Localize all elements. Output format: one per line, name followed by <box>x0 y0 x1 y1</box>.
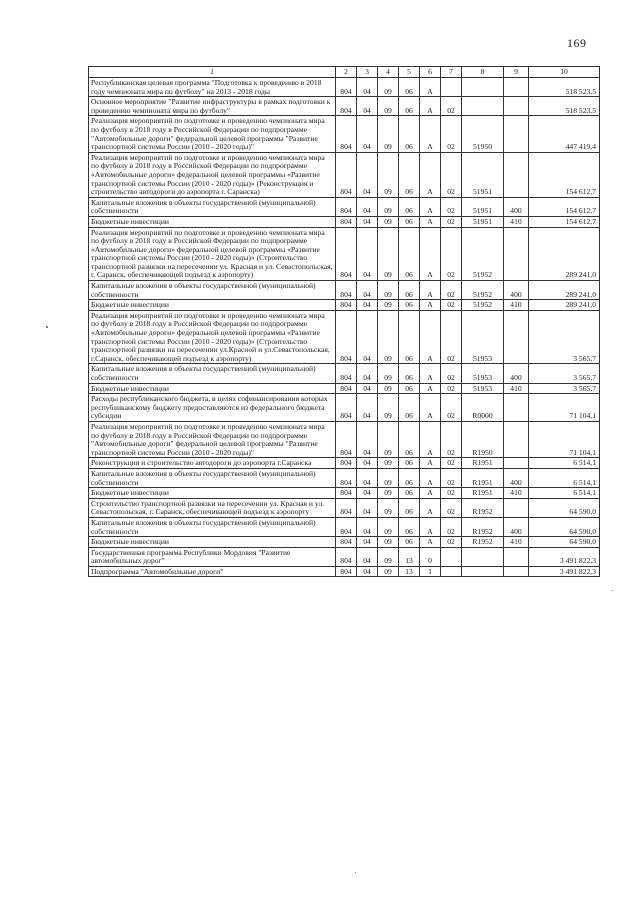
code-cell: R1951 <box>462 468 504 487</box>
code-cell: 804 <box>336 216 357 227</box>
code-cell: 06 <box>399 537 420 548</box>
column-header: 10 <box>529 67 600 78</box>
code-cell: 400 <box>504 517 529 536</box>
code-cell: 02 <box>441 383 462 394</box>
code-cell <box>504 116 529 152</box>
table-row <box>89 78 600 97</box>
code-cell: А <box>420 300 441 311</box>
code-cell: 06 <box>399 468 420 487</box>
code-cell: А <box>420 227 441 281</box>
code-cell: 02 <box>441 364 462 383</box>
code-cell: 04 <box>357 281 378 300</box>
code-cell: R0000 <box>462 394 504 422</box>
code-cell <box>504 566 529 577</box>
code-cell: 06 <box>399 97 420 116</box>
amount-cell: 518 523,5 <box>529 78 600 97</box>
code-cell: 09 <box>378 197 399 216</box>
code-cell: 02 <box>441 517 462 536</box>
code-cell: 400 <box>504 468 529 487</box>
code-cell: 02 <box>441 300 462 311</box>
code-cell: 51951 <box>462 216 504 227</box>
amount-cell: 3 491 822,3 <box>529 547 600 566</box>
code-cell: 804 <box>336 97 357 116</box>
row-name-cell: Бюджетные инвестиции <box>89 537 336 548</box>
table-row <box>89 547 600 566</box>
table-row <box>89 197 600 216</box>
code-cell: 1 <box>420 566 441 577</box>
code-cell: 51952 <box>462 281 504 300</box>
amount-cell: 71 104,1 <box>529 421 600 457</box>
row-name-cell: Строительство транспортной развязки на пересечении ул. Красная и ул. Севастопольская, г. Саранск, обеспечивающей подъезд к аэропорту <box>89 498 336 517</box>
code-cell: 02 <box>441 498 462 517</box>
code-cell <box>441 78 462 97</box>
code-cell: 09 <box>378 566 399 577</box>
code-cell: 09 <box>378 421 399 457</box>
row-name-cell: Капитальные вложения в объекты государственной (муниципальной) собственности <box>89 468 336 487</box>
code-cell: 13 <box>399 566 420 577</box>
amount-cell: 64 590,0 <box>529 537 600 548</box>
code-cell: 09 <box>378 517 399 536</box>
amount-cell: 154 612,7 <box>529 152 600 197</box>
row-name-cell: Реализация мероприятий по подготовке и проведению чемпионата мира по футболу в 2018 году в Российской Федерации по подпрограмме "Автомобильные дороги" федеральной целевой программы "Развитие транспортной системы России (2010 - 2020 годы)" <box>89 421 336 457</box>
code-cell <box>462 78 504 97</box>
column-header: 9 <box>504 67 529 78</box>
table-body <box>89 78 600 577</box>
code-cell: 51952 <box>462 300 504 311</box>
code-cell: А <box>420 458 441 469</box>
code-cell: 400 <box>504 281 529 300</box>
code-cell: 804 <box>336 197 357 216</box>
code-cell: А <box>420 364 441 383</box>
code-cell: 410 <box>504 300 529 311</box>
table-row <box>89 468 600 487</box>
table-row <box>89 227 600 281</box>
row-name-cell: Капитальные вложения в объекты государственной (муниципальной) собственности <box>89 197 336 216</box>
amount-cell: 289 241,0 <box>529 300 600 311</box>
code-cell: 09 <box>378 78 399 97</box>
code-cell: 04 <box>357 383 378 394</box>
code-cell: 51951 <box>462 152 504 197</box>
table-row <box>89 458 600 469</box>
table-row <box>89 566 600 577</box>
code-cell <box>462 97 504 116</box>
row-name-cell: Основное мероприятие "Развитие инфраструктуры в рамках подготовки к проведению чемпионата мира по футболу" <box>89 97 336 116</box>
table-row <box>89 216 600 227</box>
amount-cell: 447 419,4 <box>529 116 600 152</box>
code-cell: R1952 <box>462 498 504 517</box>
code-cell: 04 <box>357 116 378 152</box>
code-cell: 09 <box>378 498 399 517</box>
amount-cell: 6 514,1 <box>529 458 600 469</box>
table-row <box>89 116 600 152</box>
row-name-cell: Бюджетные инвестиции <box>89 216 336 227</box>
amount-cell: 154 612,7 <box>529 216 600 227</box>
row-name-cell: Республиканская целевая программа "Подготовка к проведению в 2018 году чемпионата мира по футболу" на 2013 - 2018 годы <box>89 78 336 97</box>
code-cell: 06 <box>399 216 420 227</box>
code-cell: А <box>420 97 441 116</box>
code-cell: 02 <box>441 197 462 216</box>
code-cell: 06 <box>399 458 420 469</box>
code-cell: 06 <box>399 394 420 422</box>
code-cell: 09 <box>378 468 399 487</box>
column-header: 3 <box>357 67 378 78</box>
code-cell <box>504 547 529 566</box>
row-name-cell: Реализация мероприятий по подготовке и проведению чемпионата мира по футболу в 2018 году в Российской Федерации по подпрограмме "Автомобильные дороги" федеральной целевой программы "Развитие транспортной системы России (2010 - 2020 годы)" <box>89 116 336 152</box>
code-cell: 09 <box>378 364 399 383</box>
code-cell: 804 <box>336 227 357 281</box>
code-cell: R1952 <box>462 537 504 548</box>
code-cell: А <box>420 468 441 487</box>
code-cell: 04 <box>357 97 378 116</box>
code-cell: 804 <box>336 364 357 383</box>
code-cell: А <box>420 78 441 97</box>
code-cell <box>462 547 504 566</box>
amount-cell: 64 590,0 <box>529 517 600 536</box>
code-cell <box>504 310 529 364</box>
row-name-cell: Реализация мероприятий по подготовке и проведению чемпионата мира по футболу в 2018 году в Российской Федерации по подпрограмме «Автомобильные дороги» федеральной целевой программы «Развитие транспортной системы России (2010 - 2020 годы)» (Реконструкция и строительство автодороги до аэропорта г. Саранска) <box>89 152 336 197</box>
code-cell: 04 <box>357 364 378 383</box>
code-cell: А <box>420 216 441 227</box>
scan-speck <box>355 872 356 873</box>
code-cell: 02 <box>441 488 462 499</box>
code-cell: 04 <box>357 78 378 97</box>
code-cell: 04 <box>357 517 378 536</box>
code-cell: 06 <box>399 310 420 364</box>
code-cell: 02 <box>441 227 462 281</box>
table-row <box>89 97 600 116</box>
code-cell: 804 <box>336 421 357 457</box>
page-number: 169 <box>567 36 587 50</box>
amount-cell: 6 514,1 <box>529 468 600 487</box>
code-cell <box>441 566 462 577</box>
code-cell: 804 <box>336 458 357 469</box>
code-cell: 04 <box>357 547 378 566</box>
amount-cell: 64 590,0 <box>529 498 600 517</box>
table-row <box>89 488 600 499</box>
code-cell: 09 <box>378 216 399 227</box>
code-cell: 804 <box>336 537 357 548</box>
code-cell: 06 <box>399 383 420 394</box>
table-row <box>89 383 600 394</box>
row-name-cell: Бюджетные инвестиции <box>89 300 336 311</box>
code-cell: 09 <box>378 310 399 364</box>
table-row <box>89 281 600 300</box>
code-cell: 410 <box>504 488 529 499</box>
code-cell: 06 <box>399 364 420 383</box>
amount-cell: 289 241,0 <box>529 227 600 281</box>
code-cell: 09 <box>378 300 399 311</box>
table-row <box>89 300 600 311</box>
code-cell: 04 <box>357 537 378 548</box>
code-cell: А <box>420 537 441 548</box>
table-row <box>89 421 600 457</box>
code-cell: 804 <box>336 468 357 487</box>
code-cell: А <box>420 383 441 394</box>
amount-cell: 154 612,7 <box>529 197 600 216</box>
code-cell: 02 <box>441 394 462 422</box>
code-cell: 804 <box>336 566 357 577</box>
code-cell: 804 <box>336 383 357 394</box>
code-cell: 804 <box>336 300 357 311</box>
code-cell: 804 <box>336 281 357 300</box>
row-name-cell: Реализация мероприятий по подготовке и проведению чемпионата мира по футболу в 2018 году в Российской Федерации по подпрограмме «Автомобильные дороги» федеральной целевой программы «Развитие транспортной системы России (2010 - 2020 годы)» (Строительство транспортной развязки на пересечении ул. Красная и ул. Севастопольская, г. Саранск, обеспечивающей подъезд к аэропорту) <box>89 227 336 281</box>
code-cell: 04 <box>357 566 378 577</box>
row-name-cell: Капитальные вложения в объекты государственной (муниципальной) собственности <box>89 364 336 383</box>
code-cell: 04 <box>357 300 378 311</box>
code-cell: 0 <box>420 547 441 566</box>
code-cell: 06 <box>399 421 420 457</box>
amount-cell: 6 514,1 <box>529 488 600 499</box>
code-cell: 13 <box>399 547 420 566</box>
amount-cell: 3 565,7 <box>529 383 600 394</box>
table-row <box>89 537 600 548</box>
row-name-cell: Подпрограмма "Автомобильные дороги" <box>89 566 336 577</box>
code-cell: 06 <box>399 227 420 281</box>
scan-speck <box>46 326 48 328</box>
code-cell: 804 <box>336 517 357 536</box>
code-cell <box>504 498 529 517</box>
code-cell: 04 <box>357 227 378 281</box>
code-cell: 06 <box>399 78 420 97</box>
code-cell: 09 <box>378 116 399 152</box>
row-name-cell: Государственная программа Республики Мордовия "Развитие автомобильных дорог" <box>89 547 336 566</box>
column-header: 1 <box>89 67 336 78</box>
code-cell: А <box>420 488 441 499</box>
code-cell: 410 <box>504 216 529 227</box>
code-cell: 02 <box>441 468 462 487</box>
row-name-cell: Капитальные вложения в объекты государственной (муниципальной) собственности <box>89 281 336 300</box>
column-header: 7 <box>441 67 462 78</box>
code-cell: 06 <box>399 517 420 536</box>
code-cell: А <box>420 310 441 364</box>
code-cell: 400 <box>504 197 529 216</box>
amount-cell: 3 565,7 <box>529 310 600 364</box>
code-cell: 804 <box>336 498 357 517</box>
code-cell: 02 <box>441 152 462 197</box>
code-cell: 09 <box>378 547 399 566</box>
amount-cell: 3 565,7 <box>529 364 600 383</box>
code-cell: 09 <box>378 537 399 548</box>
code-cell: R1951 <box>462 488 504 499</box>
code-cell <box>504 227 529 281</box>
code-cell: 06 <box>399 152 420 197</box>
code-cell: 04 <box>357 310 378 364</box>
code-cell: 04 <box>357 468 378 487</box>
code-cell: 51953 <box>462 364 504 383</box>
table-row <box>89 152 600 197</box>
amount-cell: 289 241,0 <box>529 281 600 300</box>
amount-cell: 3 491 822,3 <box>529 566 600 577</box>
code-cell: 06 <box>399 116 420 152</box>
column-header: 2 <box>336 67 357 78</box>
column-header: 8 <box>462 67 504 78</box>
row-name-cell: Бюджетные инвестиции <box>89 488 336 499</box>
code-cell: 400 <box>504 364 529 383</box>
code-cell: 804 <box>336 488 357 499</box>
code-cell: А <box>420 116 441 152</box>
code-cell: 09 <box>378 281 399 300</box>
code-cell: 51953 <box>462 310 504 364</box>
code-cell: 02 <box>441 458 462 469</box>
code-cell: 06 <box>399 488 420 499</box>
code-cell: А <box>420 394 441 422</box>
code-cell: 09 <box>378 458 399 469</box>
scan-speck <box>612 590 613 591</box>
code-cell: 02 <box>441 310 462 364</box>
budget-table <box>88 66 600 577</box>
code-cell: 04 <box>357 458 378 469</box>
code-cell: 804 <box>336 152 357 197</box>
code-cell: 04 <box>357 152 378 197</box>
code-cell: 06 <box>399 300 420 311</box>
code-cell: 06 <box>399 197 420 216</box>
column-header: 5 <box>399 67 420 78</box>
row-name-cell: Расходы республиканского бюджета, в целях софинансирования которых республиканскому бюджету предоставляются из федерального бюджета субсидии <box>89 394 336 422</box>
code-cell: 06 <box>399 498 420 517</box>
code-cell <box>504 152 529 197</box>
code-cell: 51953 <box>462 383 504 394</box>
code-cell: 51952 <box>462 227 504 281</box>
table-row <box>89 310 600 364</box>
table-row <box>89 498 600 517</box>
code-cell: 410 <box>504 383 529 394</box>
code-cell: R1952 <box>462 517 504 536</box>
code-cell <box>504 421 529 457</box>
code-cell <box>462 566 504 577</box>
code-cell: 04 <box>357 216 378 227</box>
column-header: 4 <box>378 67 399 78</box>
code-cell: 09 <box>378 488 399 499</box>
code-cell: 04 <box>357 488 378 499</box>
code-cell: 804 <box>336 310 357 364</box>
code-cell: 09 <box>378 227 399 281</box>
code-cell: 02 <box>441 97 462 116</box>
code-cell: 02 <box>441 216 462 227</box>
code-cell: 04 <box>357 394 378 422</box>
code-cell: 804 <box>336 116 357 152</box>
table-header-row <box>89 67 600 78</box>
code-cell: 02 <box>441 116 462 152</box>
code-cell: 09 <box>378 394 399 422</box>
code-cell: 804 <box>336 394 357 422</box>
code-cell: 02 <box>441 281 462 300</box>
code-cell: А <box>420 197 441 216</box>
table-row <box>89 364 600 383</box>
code-cell <box>504 458 529 469</box>
amount-cell: 518 523,5 <box>529 97 600 116</box>
row-name-cell: Реконструкция и строительство автодороги до аэропорта г.Саранска <box>89 458 336 469</box>
code-cell: 410 <box>504 537 529 548</box>
table-row <box>89 517 600 536</box>
code-cell: А <box>420 517 441 536</box>
code-cell: 51951 <box>462 197 504 216</box>
amount-cell: 71 104,1 <box>529 394 600 422</box>
code-cell: R1950 <box>462 421 504 457</box>
code-cell: 09 <box>378 383 399 394</box>
code-cell: А <box>420 281 441 300</box>
code-cell: 09 <box>378 97 399 116</box>
code-cell: 02 <box>441 421 462 457</box>
code-cell: 04 <box>357 421 378 457</box>
code-cell: 09 <box>378 152 399 197</box>
column-header: 6 <box>420 67 441 78</box>
code-cell: 02 <box>441 537 462 548</box>
code-cell <box>441 547 462 566</box>
table-row <box>89 394 600 422</box>
code-cell: 06 <box>399 281 420 300</box>
code-cell: А <box>420 498 441 517</box>
code-cell: А <box>420 421 441 457</box>
row-name-cell: Бюджетные инвестиции <box>89 383 336 394</box>
code-cell: 51950 <box>462 116 504 152</box>
code-cell: 804 <box>336 547 357 566</box>
code-cell: 04 <box>357 197 378 216</box>
code-cell: А <box>420 152 441 197</box>
row-name-cell: Капитальные вложения в объекты государственной (муниципальной) собственности <box>89 517 336 536</box>
code-cell <box>504 394 529 422</box>
code-cell: 804 <box>336 78 357 97</box>
row-name-cell: Реализация мероприятий по подготовке и проведению чемпионата мира по футболу в 2018 году в Российской Федерации по подпрограмме «Автомобильные дороги» федеральной целевой программы «Развитие транспортной системы России (2010 - 2020 годы)» (Строительство транспортной развязки на пересечении ул.Красной и ул.Севастопольская, г.Саранск, обеспечивающей подъезд к аэропорту) <box>89 310 336 364</box>
code-cell <box>504 78 529 97</box>
code-cell: 04 <box>357 498 378 517</box>
code-cell: R1951 <box>462 458 504 469</box>
code-cell <box>504 97 529 116</box>
